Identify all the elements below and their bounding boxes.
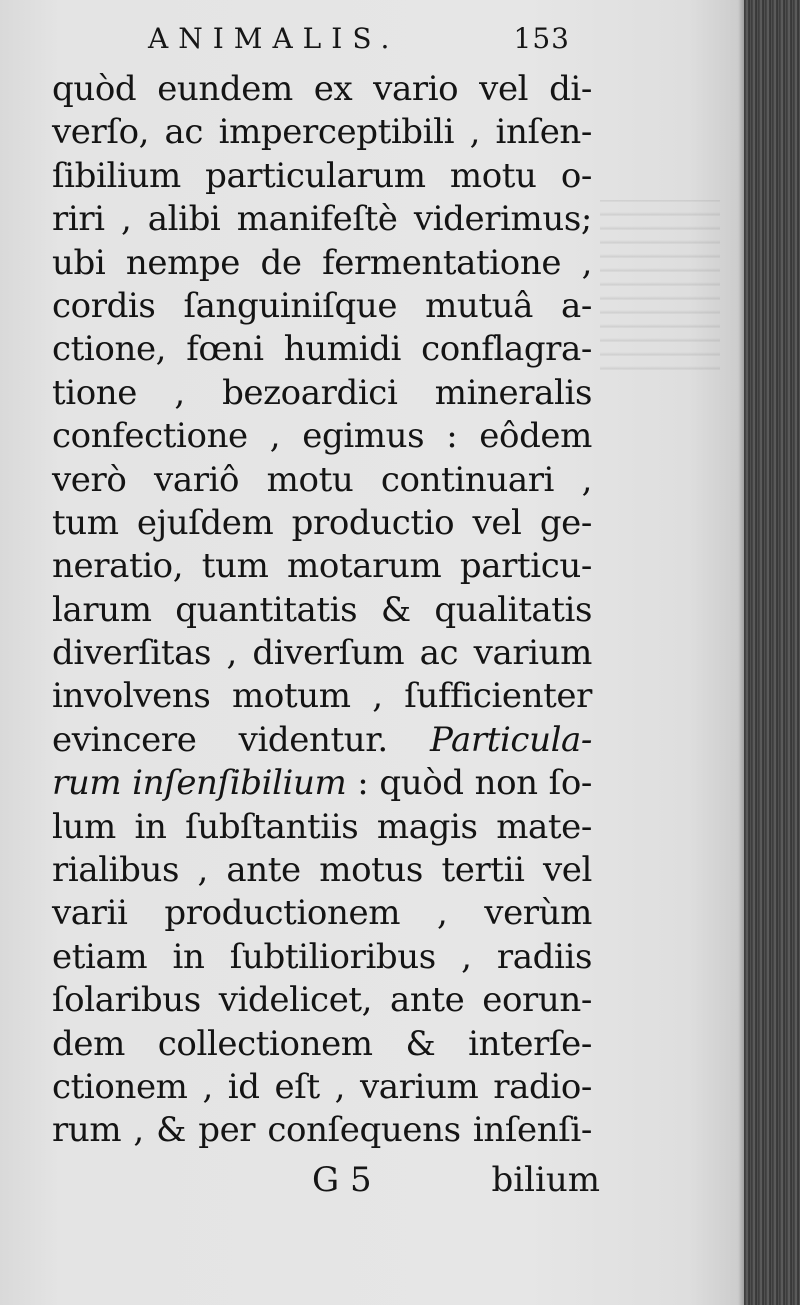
text-line: cordis ſanguiniſque mutuâ a- <box>52 285 592 326</box>
text-line: verò variô motu continuari , <box>52 459 592 500</box>
italic-term: Particula- <box>430 719 592 760</box>
text-line: diverſitas , diverſum ac varium <box>52 633 592 674</box>
text-line: riri , alibi manifeſtè viderimus; <box>52 199 592 240</box>
text-line: evincere videntur. Particula- <box>52 719 592 760</box>
text-line: dem collectionem & interſe- <box>52 1023 592 1064</box>
text-line: verſo, ac imperceptibili , inſen- <box>52 112 592 153</box>
text-line: etiam in ſubtilioribus , radiis <box>52 936 592 977</box>
text-line: ſibilium particularum motu o- <box>52 155 592 196</box>
text-line: rum , & per conſequens inſenſi- <box>52 1110 592 1151</box>
page-header <box>140 22 580 56</box>
text-line: neratio, tum motarum particu- <box>52 546 592 587</box>
page-number: 153 <box>513 22 570 55</box>
text-line: quòd eundem ex vario vel di- <box>52 69 592 109</box>
text-line: rum inſenſibilium : quòd non ſo- <box>52 763 592 804</box>
text-line: lum in ſubſtantiis magis mate- <box>52 806 592 847</box>
text-line: confectione , egimus : eôdem <box>52 416 592 457</box>
text-line: ctionem , id eſt , varium radio- <box>52 1066 592 1107</box>
catchword: bilium <box>491 1160 600 1200</box>
text-line: ubi nempe de fermentatione , <box>52 242 592 283</box>
text-line: ctione, fœni humidi conflagra- <box>52 329 592 370</box>
show-through-bleed <box>600 200 720 380</box>
signature-mark: G 5 <box>312 1160 372 1200</box>
text-line: tum ejuſdem productio vel ge- <box>52 502 592 543</box>
text-line: rialibus , ante motus tertii vel <box>52 850 592 891</box>
running-title: ANIMALIS. <box>148 22 400 55</box>
text-line: tione , bezoardici mineralis <box>52 372 592 413</box>
text-line: larum quantitatis & qualitatis <box>52 589 592 630</box>
page-edges <box>744 0 800 1305</box>
text-line: ſolaribus videlicet, ante eorun- <box>52 980 592 1021</box>
text-block <box>52 68 592 1153</box>
text-line: varii productionem , verùm <box>52 893 592 934</box>
text-line: involvens motum , ſufficienter <box>52 676 592 717</box>
page-footer <box>300 1160 600 1200</box>
italic-term: rum inſenſibilium <box>52 763 347 804</box>
